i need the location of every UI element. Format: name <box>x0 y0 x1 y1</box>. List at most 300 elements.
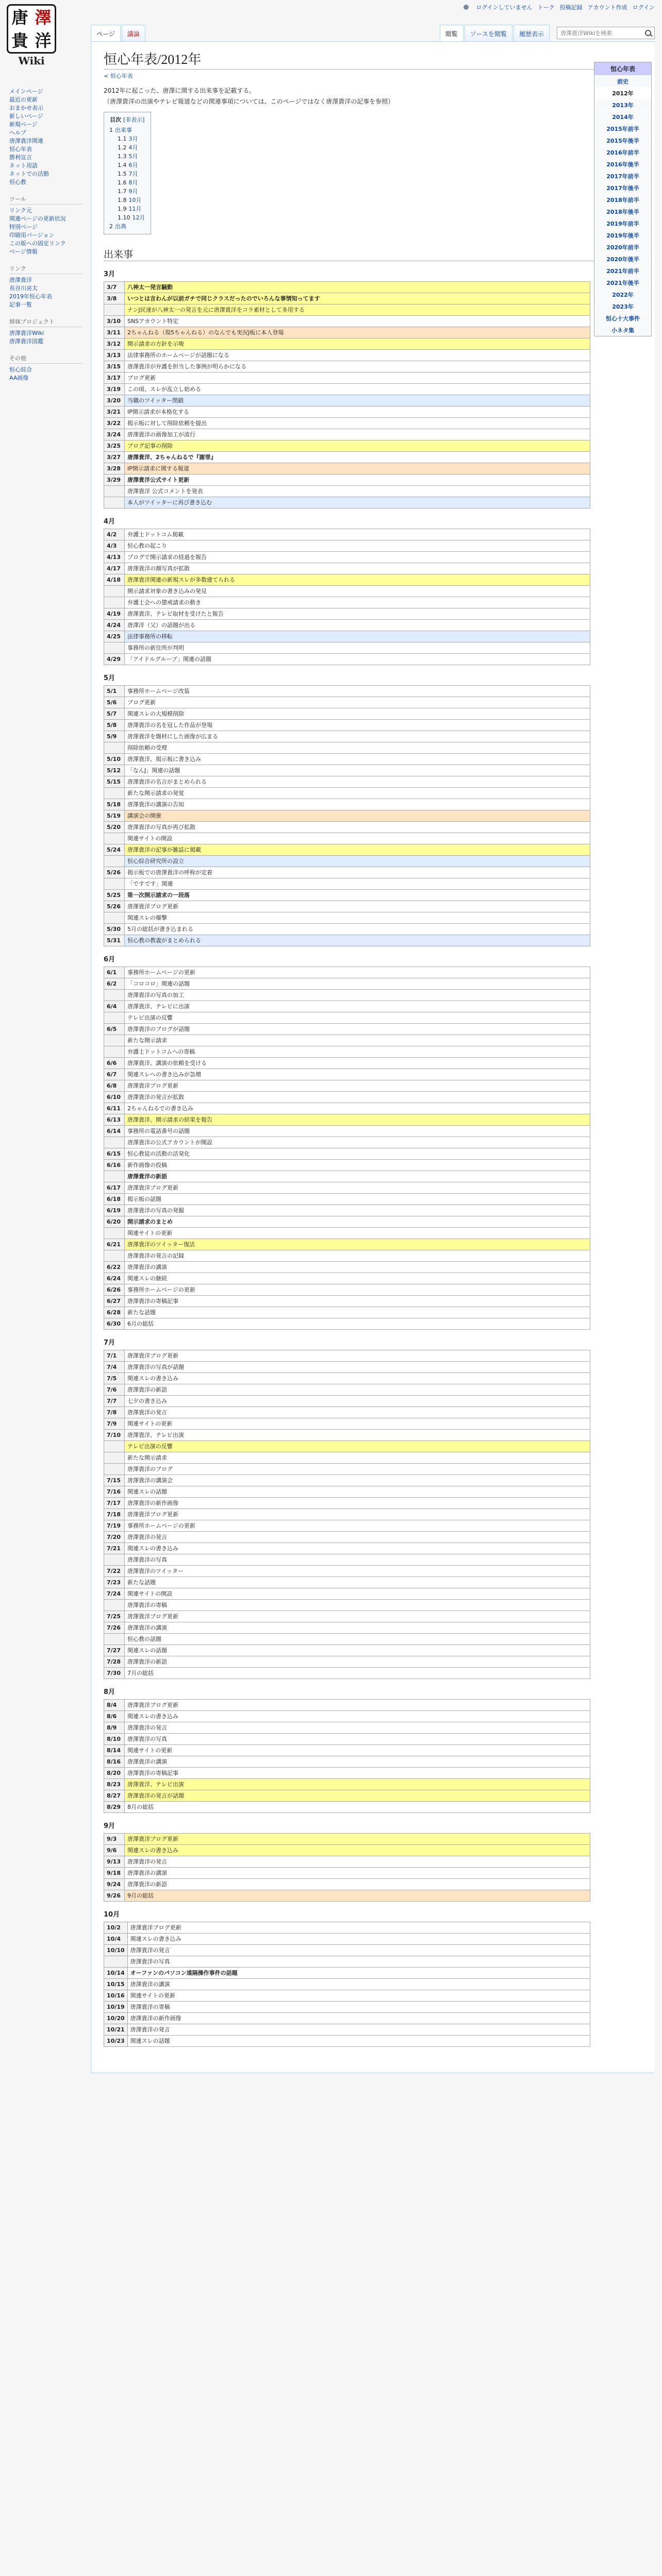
event-description[interactable]: 関連スレの爆撃 <box>125 912 590 924</box>
event-description[interactable]: 唐澤貴洋の新語 <box>125 1656 590 1668</box>
sidebar-item[interactable]: 唐澤貴洋図鑑 <box>9 338 43 345</box>
event-date <box>104 586 125 597</box>
event-row <box>104 1700 590 1711</box>
event-date: 4/19 <box>104 608 125 620</box>
sidebar-item[interactable]: ヘルプ <box>9 129 26 136</box>
event-description[interactable]: 新たな開示請求 <box>125 1035 590 1046</box>
event-description[interactable]: 関連サイトの更新 <box>125 1745 590 1756</box>
event-description[interactable]: IP開示請求が本格化する <box>125 406 590 418</box>
sidebar-item[interactable]: 唐澤貴洋Wiki <box>9 330 44 336</box>
event-row <box>104 1475 590 1486</box>
sidebar-portal <box>9 317 82 346</box>
event-description[interactable]: テレビ出演の反響 <box>125 1012 590 1024</box>
event-date: 7/20 <box>104 1532 125 1543</box>
event-description[interactable]: 関連スレの話題 <box>125 1486 590 1498</box>
event-description[interactable]: 関連スレの書き込み <box>125 1845 590 1856</box>
event-description[interactable]: 恒心教の話題 <box>125 1634 590 1645</box>
event-date: 4/17 <box>104 563 125 574</box>
event-description[interactable]: この頃、スレが乱立し始める <box>125 384 590 395</box>
event-description[interactable]: SNSアカウント特定 <box>125 316 590 327</box>
sidebar-item[interactable]: 唐澤貴洋 <box>9 277 32 283</box>
event-description[interactable]: 唐澤貴洋のブログ <box>125 1464 590 1475</box>
event-row <box>104 338 590 350</box>
event-description[interactable]: 唐澤貴洋ブログ更新 <box>125 1611 590 1622</box>
event-description[interactable]: 唐澤貴洋ブログ更新 <box>125 1509 590 1520</box>
event-description[interactable]: 唐澤貴洋の発言 <box>125 1532 590 1543</box>
event-date: 7/6 <box>104 1384 125 1396</box>
event-row <box>104 1745 590 1756</box>
event-date: 5/7 <box>104 708 125 720</box>
event-date: 5/20 <box>104 822 125 833</box>
event-description[interactable]: 「なんJ」関連の話題 <box>125 765 590 776</box>
event-description[interactable]: 唐澤貴洋ブログ更新 <box>125 1834 590 1845</box>
event-row <box>104 452 590 463</box>
sidebar-item[interactable]: 唐澤貴洋関連 <box>9 138 43 144</box>
sidebar-item[interactable]: ネットでの活動 <box>9 171 49 177</box>
navbox-item[interactable]: 2013年 <box>594 99 651 111</box>
event-description[interactable]: 法律事務所の移転 <box>125 631 590 642</box>
event-description[interactable]: 唐澤貴洋の講演 <box>125 1622 590 1634</box>
event-description[interactable]: 事務所の新住所が判明 <box>125 642 590 654</box>
create-account-link[interactable]: アカウント作成 <box>587 4 627 11</box>
sidebar-item[interactable]: AA画像 <box>9 375 29 381</box>
navbox-item[interactable]: 小ネタ集 <box>594 324 651 336</box>
event-description[interactable]: 掲示板に対して削除依頼を提出 <box>125 418 590 429</box>
toc-subitem[interactable]: 1.9 11月 <box>118 206 142 212</box>
navbox-item[interactable]: 2019年後半 <box>594 229 651 241</box>
sidebar-item[interactable]: この版への固定リンク <box>9 240 66 247</box>
event-description[interactable]: 唐澤貴洋の画像加工が流行 <box>125 429 590 440</box>
event-description[interactable]: 唐澤貴洋の寄稿 <box>127 2002 590 2013</box>
event-description[interactable]: いつとは言わんが以前ガチで同じクラスだったのでいろんな事情知ってます <box>125 293 590 304</box>
event-row <box>104 631 590 642</box>
toc-subitem[interactable]: 1.1 3月 <box>118 135 138 142</box>
event-description[interactable]: 恒心教の教義がまとめられる <box>125 935 590 946</box>
sidebar-item[interactable]: 勝利宣言 <box>9 154 32 161</box>
event-row <box>104 788 590 799</box>
event-description[interactable]: 事務所ホームページの更新 <box>125 967 590 978</box>
event-date: 7/4 <box>104 1362 125 1373</box>
event-date: 6/15 <box>104 1148 125 1160</box>
event-description[interactable]: 唐澤貴洋の写真が話題 <box>125 1362 590 1373</box>
event-description[interactable]: 唐澤貴洋の名を冠した作品が登場 <box>125 720 590 731</box>
events-table <box>104 1922 590 2047</box>
event-description[interactable]: 唐澤貴洋の寄稿記事 <box>125 1296 590 1307</box>
event-description[interactable]: 「アイドルグループ」関連の話題 <box>125 654 590 665</box>
event-row <box>104 1600 590 1611</box>
event-description[interactable]: 第一次開示請求の一段落 <box>125 890 590 901</box>
event-description[interactable]: 法律事務所のホームページが話題になる <box>125 350 590 361</box>
event-row <box>104 1318 590 1330</box>
event-row <box>104 1160 590 1171</box>
event-description[interactable]: 唐澤貴洋のツイッター復活 <box>125 1239 590 1250</box>
event-description[interactable]: 唐澤貴洋の講演会 <box>125 1475 590 1486</box>
event-description[interactable]: 唐澤貴洋の発言の記録 <box>125 1250 590 1262</box>
event-description[interactable]: 唐澤貴洋ブログ更新 <box>125 1350 590 1362</box>
event-date: 5/19 <box>104 810 125 822</box>
tab-view-source[interactable]: ソースを閲覧 <box>465 25 512 41</box>
event-description[interactable]: ブログ更新 <box>125 697 590 708</box>
event-row <box>104 1182 590 1194</box>
navbox-item[interactable]: 2017年後半 <box>594 182 651 194</box>
event-description[interactable]: 関連スレへの書き込みが急増 <box>125 1069 590 1080</box>
event-description[interactable]: 関連スレの書き込み <box>125 1711 590 1722</box>
event-row <box>104 1779 590 1790</box>
sidebar-item[interactable]: 記事一覧 <box>9 301 32 308</box>
event-description[interactable]: 唐澤貴洋の写真が再び拡散 <box>125 822 590 833</box>
event-row <box>104 844 590 856</box>
event-description[interactable]: 唐澤貴洋の講演 <box>125 1262 590 1273</box>
event-row <box>104 1441 590 1452</box>
toc-item[interactable]: 2 出典 <box>109 223 126 230</box>
event-description[interactable]: 事務所ホームページの更新 <box>125 1284 590 1296</box>
event-description[interactable]: 唐澤貴洋の写真 <box>127 1956 590 1968</box>
event-description[interactable]: 唐澤貴洋の発言 <box>125 1407 590 1418</box>
event-description[interactable]: 唐澤貴洋の新語 <box>125 1171 590 1182</box>
sidebar-item[interactable]: 恒心年表 <box>9 146 32 152</box>
event-description[interactable]: 唐澤貴洋の講演 <box>125 1756 590 1768</box>
event-date: 7/16 <box>104 1486 125 1498</box>
event-description[interactable]: 唐澤貴洋の発言 <box>127 1945 590 1956</box>
sidebar <box>0 88 88 391</box>
event-date: 8/6 <box>104 1711 125 1722</box>
event-row <box>104 384 590 395</box>
event-description[interactable]: 唐澤貴洋の新語 <box>125 1879 590 1890</box>
event-description[interactable]: 唐澤貴洋のツイッター <box>125 1566 590 1577</box>
event-row <box>104 552 590 563</box>
toc-subitem[interactable]: 1.2 4月 <box>118 144 138 151</box>
event-description[interactable]: 唐澤貴洋の写真 <box>125 1734 590 1745</box>
event-description[interactable]: 削除依頼の受理 <box>125 742 590 754</box>
sidebar-item[interactable]: リンク元 <box>9 207 32 214</box>
event-description[interactable]: 新たな開示請求の発覚 <box>125 788 590 799</box>
event-date: 8/9 <box>104 1722 125 1734</box>
event-description[interactable]: 唐澤貴洋ブログ更新 <box>125 1700 590 1711</box>
event-description[interactable]: 唐澤貴洋の寄稿 <box>125 1600 590 1611</box>
event-description[interactable]: 唐澤貴洋ブログ更新 <box>125 1080 590 1092</box>
navbox-item[interactable]: 2021年後半 <box>594 277 651 289</box>
sidebar-item[interactable]: 印刷用バージョン <box>9 232 55 239</box>
event-description[interactable]: 唐澤貴洋公式サイト更新 <box>125 474 590 486</box>
sidebar-item[interactable]: おまかせ表示 <box>9 105 43 111</box>
event-description[interactable]: 唐澤貴洋、開示請求の結果を報告 <box>125 1114 590 1126</box>
event-description[interactable]: 唐澤貴洋、講演の依頼を受ける <box>125 1058 590 1069</box>
user-icon <box>464 5 469 10</box>
event-row <box>104 754 590 765</box>
event-description[interactable]: 八神太一発言騒動 <box>125 282 590 293</box>
event-date: 7/10 <box>104 1430 125 1441</box>
event-date: 3/15 <box>104 361 125 372</box>
search-icon[interactable] <box>645 30 651 36</box>
navbox-item[interactable]: 2016年前半 <box>594 146 651 158</box>
event-description[interactable]: 唐澤貴洋、テレビ出演 <box>125 1430 590 1441</box>
sidebar-item[interactable]: 2019年恒心年表 <box>9 293 52 300</box>
event-row <box>104 935 590 946</box>
navbox-item[interactable]: 2023年 <box>594 300 651 312</box>
event-row <box>104 1968 590 1979</box>
event-description[interactable]: 恒心教徒の活動の活発化 <box>125 1148 590 1160</box>
event-description[interactable]: 唐澤洋（父）の話題が出る <box>125 620 590 631</box>
toc-item[interactable]: 1 出来事 1.1 3月 1.2 4月 1.3 5月 1.4 6月 1.5 7月 1.6 8月 1.7 9月 1.8 10月 1.9 11月 1.10 12月 <box>109 127 145 221</box>
event-row <box>104 1103 590 1114</box>
navbox-item[interactable]: 恒心十大事件 <box>594 312 651 324</box>
event-description[interactable]: 9月の総括 <box>125 1890 590 1902</box>
event-description[interactable]: 関連スレの大規模削除 <box>125 708 590 720</box>
navbox-item[interactable]: 2014年 <box>594 111 651 123</box>
event-description[interactable]: 唐澤貴洋が弁護を担当した事例が明らかになる <box>125 361 590 372</box>
event-date: 10/2 <box>104 1922 128 1934</box>
event-row <box>104 1126 590 1137</box>
event-row <box>104 1790 590 1802</box>
event-description[interactable]: 5月の総括が書き込まれる <box>125 924 590 935</box>
event-description[interactable]: 唐澤貴洋の発言 <box>125 1856 590 1868</box>
event-description[interactable]: 唐澤貴洋の発言 <box>127 2024 590 2036</box>
event-description[interactable]: 唐澤貴洋を題材にした画像が広まる <box>125 731 590 742</box>
event-description[interactable]: 掲示板での唐澤貴洋の呼称が定着 <box>125 867 590 878</box>
event-description[interactable]: 掲示板の話題 <box>125 1194 590 1205</box>
sidebar-item[interactable]: ネット用語 <box>9 162 38 169</box>
event-description[interactable]: 弁護士ドットコム掲載 <box>125 529 590 540</box>
event-description[interactable]: 開示請求の方針を示唆 <box>125 338 590 350</box>
event-row <box>104 1711 590 1722</box>
event-description[interactable]: 唐澤貴洋の公式アカウントが開設 <box>125 1137 590 1148</box>
events-table <box>104 281 590 509</box>
sidebar-item[interactable]: ページ情報 <box>9 248 38 255</box>
event-description[interactable]: 新たな話題 <box>125 1307 590 1318</box>
toc-toggle[interactable]: [非表示] <box>123 116 145 123</box>
event-description[interactable]: 関連サイトの開設 <box>125 1588 590 1600</box>
event-description[interactable]: ブログ更新 <box>125 372 590 384</box>
event-row <box>104 418 590 429</box>
event-description[interactable]: 唐澤貴洋の発言 <box>125 1722 590 1734</box>
event-date: 8/23 <box>104 1779 125 1790</box>
sidebar-item[interactable]: メインページ <box>9 88 43 95</box>
toc-subitem[interactable]: 1.3 5月 <box>118 153 138 160</box>
navbox-item[interactable]: 2020年後半 <box>594 253 651 265</box>
toc-subitem[interactable]: 1.10 12月 <box>118 214 145 221</box>
event-date: 6/24 <box>104 1273 125 1284</box>
event-row <box>104 282 590 293</box>
navbox-item[interactable]: 2016年後半 <box>594 158 651 170</box>
tab-history[interactable]: 履歴表示 <box>514 25 550 41</box>
sidebar-item[interactable]: 最近の更新 <box>9 96 38 103</box>
sidebar-item[interactable]: 恒心教 <box>9 179 26 185</box>
event-date: 3/22 <box>104 418 125 429</box>
event-description[interactable]: 唐澤貴洋ブログ更新 <box>127 1922 590 1934</box>
event-description[interactable]: 「コロコロ」関連の話題 <box>125 978 590 990</box>
event-row <box>104 327 590 338</box>
event-description[interactable]: 七夕の書き込み <box>125 1396 590 1407</box>
event-description[interactable]: ブログで開示請求の経過を報告 <box>125 552 590 563</box>
event-row <box>104 1194 590 1205</box>
event-date <box>104 1171 125 1182</box>
navbox-item[interactable]: 2022年 <box>594 289 651 300</box>
event-row <box>104 1979 590 1990</box>
navbox-item[interactable]: 2018年後半 <box>594 206 651 217</box>
event-description[interactable]: 唐澤貴洋、掲示板に書き込み <box>125 754 590 765</box>
toc-subitem[interactable]: 1.7 9月 <box>118 188 138 195</box>
event-date <box>104 788 125 799</box>
site-logo[interactable] <box>3 2 60 69</box>
event-date: 7/30 <box>104 1668 125 1679</box>
event-description[interactable]: 関連サイトの開設 <box>125 833 590 844</box>
event-date: 7/24 <box>104 1588 125 1600</box>
event-description[interactable]: 6月の総括 <box>125 1318 590 1330</box>
event-date: 8/4 <box>104 1700 125 1711</box>
login-link[interactable]: ログイン <box>632 4 655 11</box>
event-description[interactable]: 新たな開示請求 <box>125 1452 590 1464</box>
event-date <box>104 742 125 754</box>
event-row <box>104 1307 590 1318</box>
event-description[interactable]: 講演会の開催 <box>125 810 590 822</box>
navbox-item[interactable]: 2012年 <box>594 87 651 99</box>
event-description[interactable]: 事務所ホームページ改装 <box>125 686 590 697</box>
event-date <box>104 1012 125 1024</box>
page-title: 恒心年表/2012年 <box>104 49 644 70</box>
navbox-item[interactable]: 2015年後半 <box>594 134 651 146</box>
toc-subitem[interactable]: 1.8 10月 <box>118 197 142 204</box>
event-description[interactable]: 関連スレの書き込み <box>127 1934 590 1945</box>
event-description[interactable]: 関連スレの継続 <box>125 1273 590 1284</box>
event-description[interactable]: テレビ出演の反響 <box>125 1441 590 1452</box>
event-description[interactable]: 事務所の電話番号の話題 <box>125 1126 590 1137</box>
event-description[interactable]: 唐澤貴洋の講演 <box>125 1868 590 1879</box>
event-date <box>104 497 125 509</box>
sidebar-item[interactable]: 新規ページ <box>9 121 38 128</box>
event-description[interactable]: 2ちゃんねる（現5ちゃんねる）のなんでも実況J板に本人登場 <box>125 327 590 338</box>
event-description[interactable]: 関連サイトの更新 <box>125 1228 590 1239</box>
event-row <box>104 1373 590 1384</box>
talk-link[interactable]: トーク <box>537 4 555 11</box>
sidebar-item[interactable]: 関連ページの更新状況 <box>9 215 66 222</box>
event-row <box>104 350 590 361</box>
sidebar-item[interactable]: 恒心綜合 <box>9 366 32 373</box>
event-date: 9/18 <box>104 1868 125 1879</box>
navbox-item[interactable]: 2019年前半 <box>594 217 651 229</box>
event-date: 7/1 <box>104 1350 125 1362</box>
event-date: 6/26 <box>104 1284 125 1296</box>
event-description[interactable]: ナンJ民達が八神太一の発言を元に唐澤貴洋をコラ素材として多用する <box>125 304 590 316</box>
tab-talk[interactable]: 議論 <box>122 25 145 41</box>
event-description[interactable]: 唐澤貴洋の写真 <box>125 1554 590 1566</box>
event-description[interactable]: 関連サイトの更新 <box>127 1990 590 2002</box>
event-row <box>104 642 590 654</box>
event-row <box>104 1486 590 1498</box>
event-description[interactable]: 関連スレの書き込み <box>125 1543 590 1554</box>
event-description[interactable]: 唐澤貴洋、テレビに出演 <box>125 1001 590 1012</box>
event-date: 6/5 <box>104 1024 125 1035</box>
event-description[interactable]: ブログ記事の削除 <box>125 440 590 452</box>
event-description[interactable]: 当職のツイッター閉鎖 <box>125 395 590 406</box>
event-description[interactable]: 唐澤貴洋の発言が話題 <box>125 1790 590 1802</box>
navbox-item[interactable]: 2015年前半 <box>594 123 651 134</box>
sidebar-item[interactable]: 新しいページ <box>9 113 43 120</box>
event-date <box>104 1250 125 1262</box>
event-description[interactable]: 唐澤貴洋、2ちゃんねるで『謝罪』 <box>125 452 590 463</box>
navbox-item[interactable]: 2017年前半 <box>594 170 651 182</box>
event-date: 4/18 <box>104 574 125 586</box>
event-description[interactable]: 関連サイトの更新 <box>125 1418 590 1430</box>
event-description[interactable]: 唐澤貴洋関連の新規スレが多数建てられる <box>125 574 590 586</box>
search-input[interactable] <box>560 30 645 37</box>
event-description[interactable]: 唐澤貴洋、テレビ取材を受けたと報告 <box>125 608 590 620</box>
event-description[interactable]: 唐澤貴洋の写真の加工 <box>125 990 590 1001</box>
event-description[interactable]: 本人がツイッターに再び書き込む <box>125 497 590 509</box>
event-row <box>104 1092 590 1103</box>
event-description[interactable]: 唐澤貴洋の講演の告知 <box>125 799 590 810</box>
navbox-item[interactable]: 2018年前半 <box>594 194 651 206</box>
event-description[interactable]: 新作画像の投稿 <box>125 1160 590 1171</box>
event-description[interactable]: 唐澤貴洋の名言がまとめられる <box>125 776 590 788</box>
toc-subitem[interactable]: 1.6 8月 <box>118 179 138 186</box>
event-description[interactable]: IP開示請求に関する報道 <box>125 463 590 474</box>
event-description[interactable]: 関連スレの話題 <box>127 2036 590 2047</box>
events-table <box>104 1833 590 1902</box>
event-row <box>104 708 590 720</box>
event-description[interactable]: 弁護士会への懲戒請求の動き <box>125 597 590 608</box>
contributions-link[interactable]: 投稿記録 <box>559 4 583 11</box>
event-row <box>104 1520 590 1532</box>
event-description[interactable]: 「ですです」関連 <box>125 878 590 890</box>
event-description[interactable]: 唐澤貴洋の寄稿記事 <box>125 1768 590 1779</box>
event-description[interactable]: 唐澤貴洋の写真の発掘 <box>125 1205 590 1216</box>
event-description[interactable]: 2ちゃんねるでの書き込み <box>125 1103 590 1114</box>
event-description[interactable]: 唐澤貴洋のブログが話題 <box>125 1024 590 1035</box>
event-description[interactable]: オーファンのパソコン遠隔操作事件の話題 <box>127 1968 590 1979</box>
toc-subitem[interactable]: 1.4 6月 <box>118 162 138 168</box>
event-description[interactable]: 7月の総括 <box>125 1668 590 1679</box>
event-description[interactable]: 8月の総括 <box>125 1802 590 1813</box>
event-description[interactable]: 唐澤貴洋ブログ更新 <box>125 901 590 912</box>
event-row <box>104 1945 590 1956</box>
event-description[interactable]: 弁護士ドットコムへの寄稿 <box>125 1046 590 1058</box>
tab-read[interactable]: 閲覧 <box>440 25 464 41</box>
event-description[interactable]: 恒心綜合研究所の設立 <box>125 856 590 867</box>
event-description[interactable]: 唐澤貴洋の新語 <box>125 1384 590 1396</box>
event-row <box>104 731 590 742</box>
event-description[interactable]: 関連スレの話題 <box>125 1645 590 1656</box>
event-description[interactable]: 新たな話題 <box>125 1577 590 1588</box>
event-row <box>104 833 590 844</box>
event-description[interactable]: 唐澤貴洋の講演 <box>127 1979 590 1990</box>
event-date: 7/28 <box>104 1656 125 1668</box>
event-date: 6/7 <box>104 1069 125 1080</box>
navbox-item[interactable]: 前史 <box>594 75 651 87</box>
event-description[interactable]: 開示請求のまとめ <box>125 1216 590 1228</box>
sidebar-item[interactable]: 特別ページ <box>9 224 38 230</box>
navbox-item[interactable]: 2020年前半 <box>594 241 651 253</box>
event-description[interactable]: 唐澤貴洋の記事が雑誌に掲載 <box>125 844 590 856</box>
event-date: 5/15 <box>104 776 125 788</box>
breadcrumb[interactable]: < 恒心年表 <box>104 73 133 79</box>
sidebar-portal <box>9 264 82 309</box>
event-description[interactable]: 唐澤貴洋ブログ更新 <box>125 1182 590 1194</box>
toc-subitem[interactable]: 1.5 7月 <box>118 171 138 177</box>
navbox-item[interactable]: 2021年前半 <box>594 265 651 277</box>
event-description[interactable]: 開示請求対象の書き込みの発見 <box>125 586 590 597</box>
event-description[interactable]: 唐澤貴洋 公式コメントを発表 <box>125 486 590 497</box>
event-description[interactable]: 恒心教の起こり <box>125 540 590 552</box>
event-description[interactable]: 唐澤貴洋の顔写真が拡散 <box>125 563 590 574</box>
event-description[interactable]: 唐澤貴洋の発言が拡散 <box>125 1092 590 1103</box>
sidebar-item[interactable]: 長谷川亮太 <box>9 285 38 292</box>
event-description[interactable]: 唐澤貴洋、テレビ出演 <box>125 1779 590 1790</box>
tab-page[interactable]: ページ <box>91 25 121 41</box>
event-description[interactable]: 関連スレの書き込み <box>125 1373 590 1384</box>
event-description[interactable]: 事務所ホームページの更新 <box>125 1520 590 1532</box>
event-description[interactable]: 唐澤貴洋の新作画像 <box>125 1498 590 1509</box>
event-description[interactable]: 唐澤貴洋の新作画像 <box>127 2013 590 2024</box>
